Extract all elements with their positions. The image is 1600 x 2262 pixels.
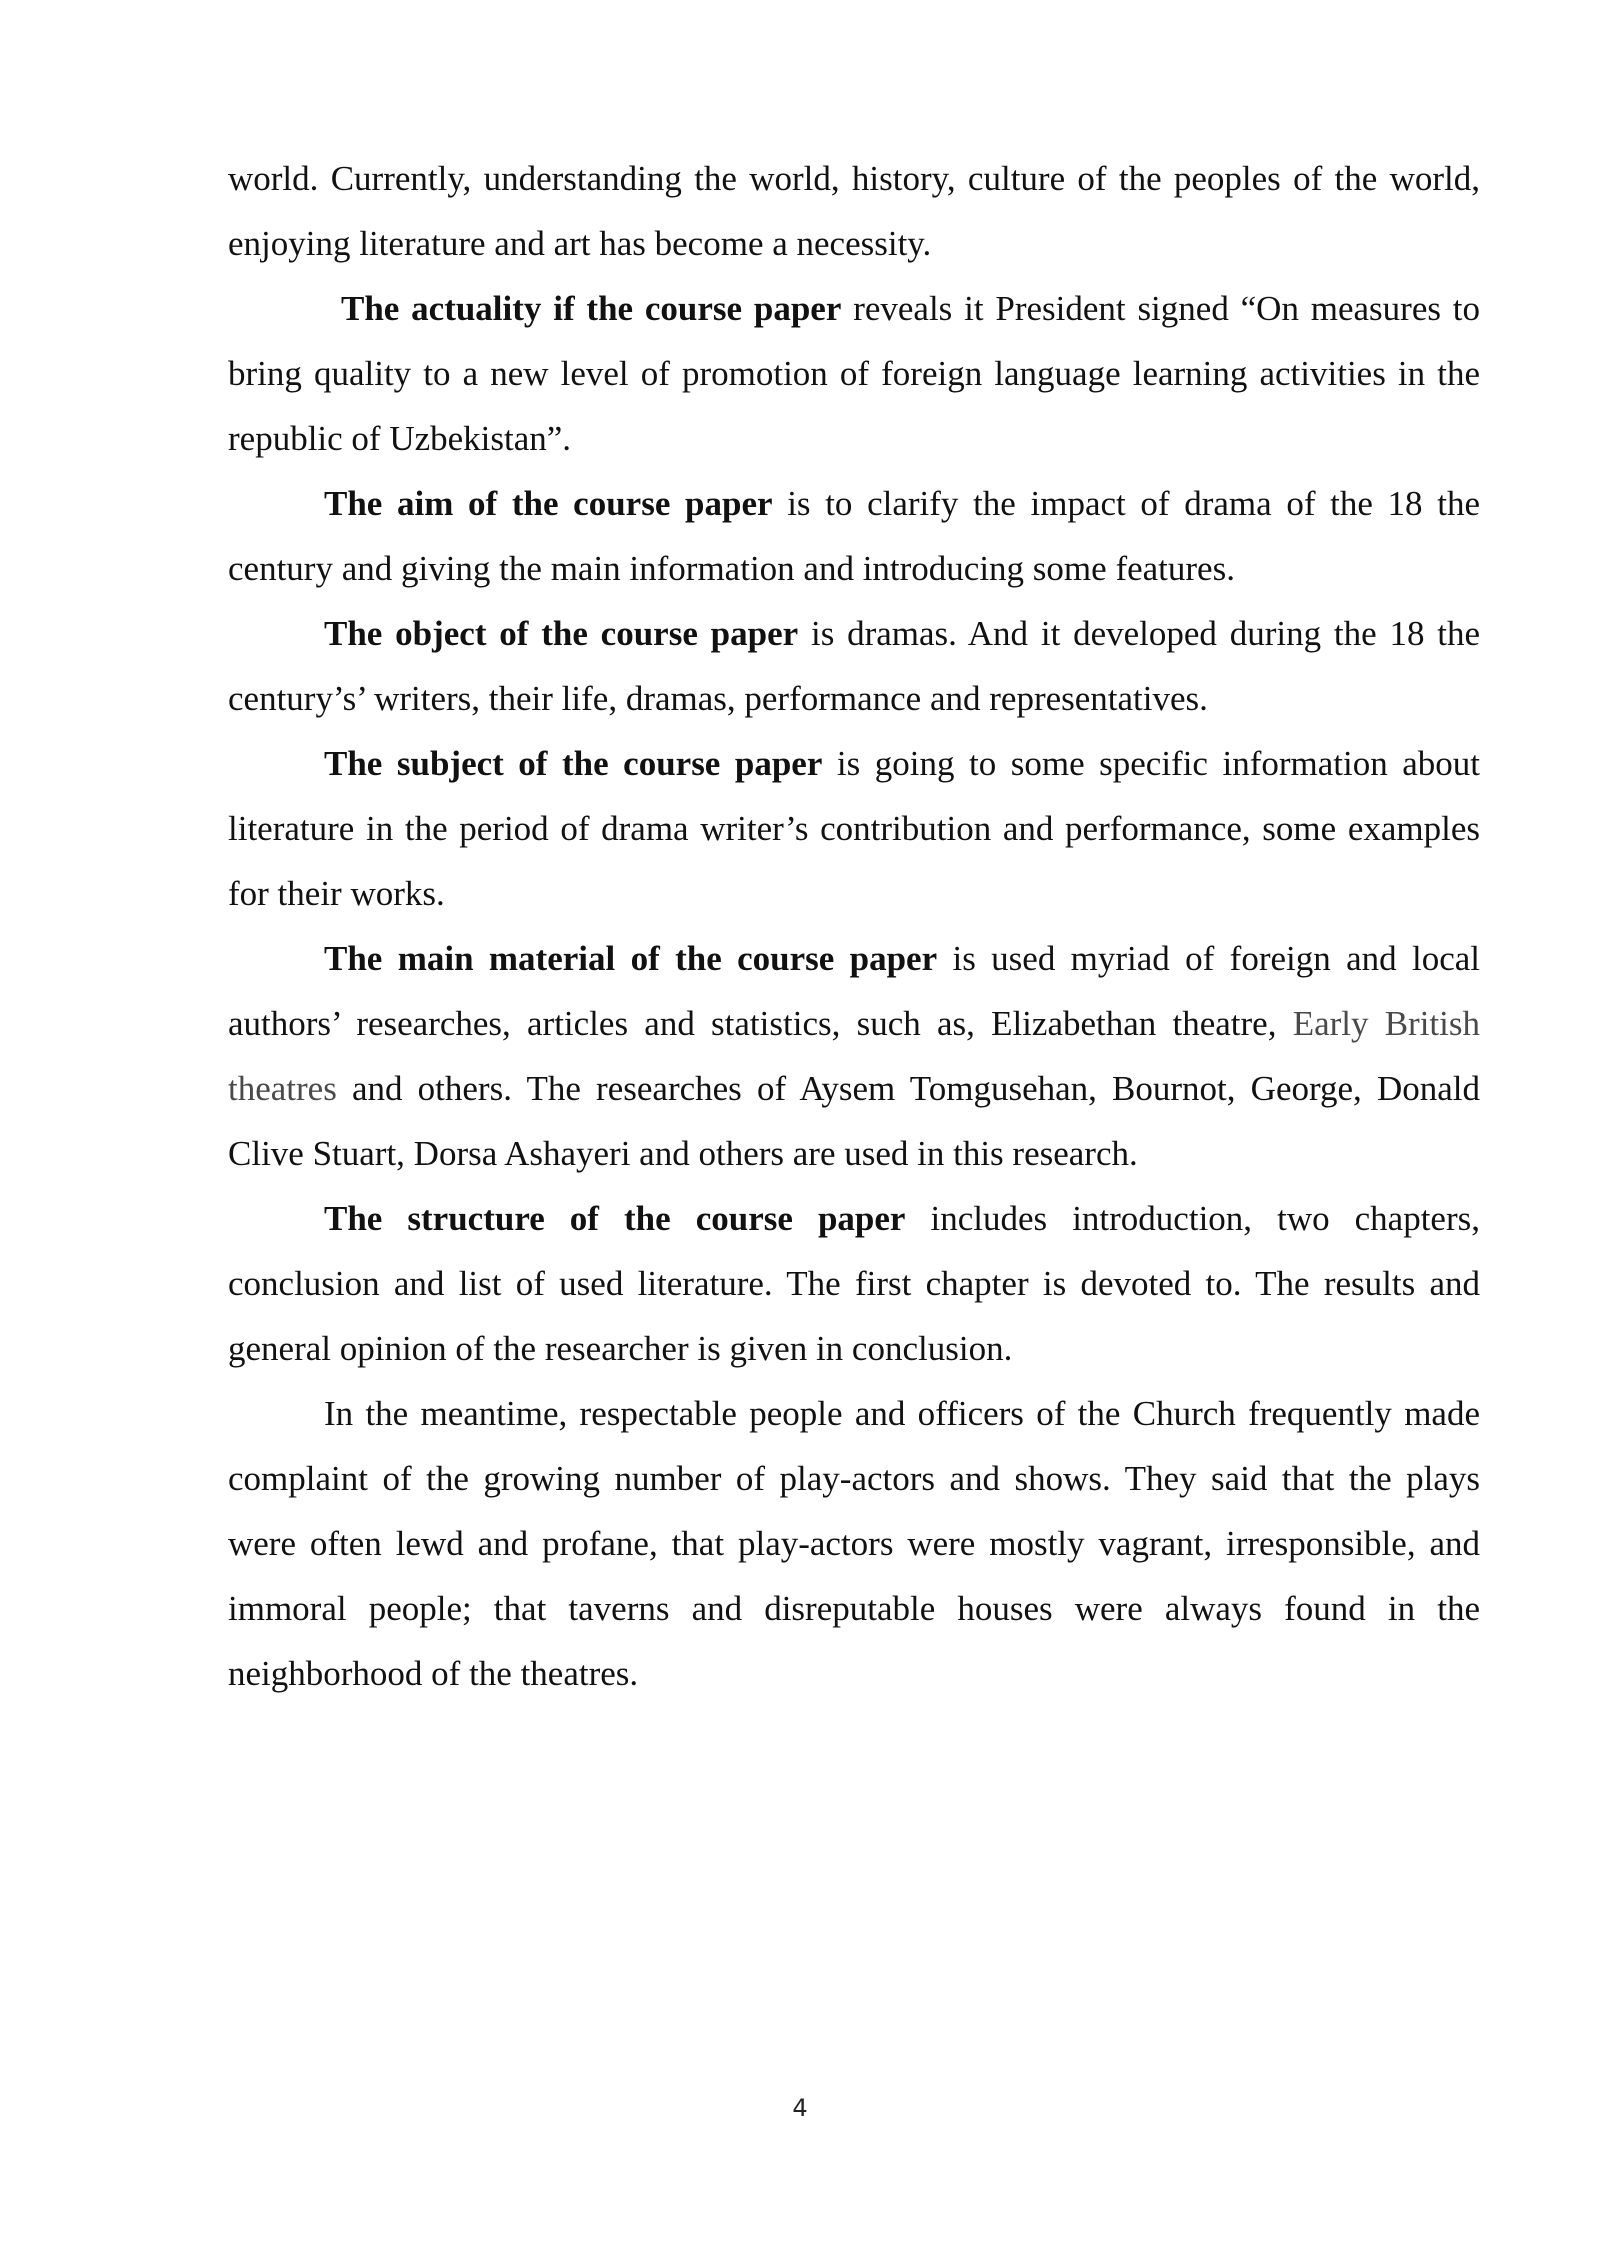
paragraph-lead-main-material: The main material of the course paper xyxy=(324,939,938,978)
paragraph-lead-object: The object of the course paper xyxy=(324,614,799,653)
paragraph-muted-reference: Early British theatres xyxy=(228,1004,1480,1108)
paragraph-subject xyxy=(228,731,1480,926)
paragraph-lead-actuality: The actuality if the course paper xyxy=(341,289,842,328)
paragraph-actuality xyxy=(228,276,1480,471)
paragraph-main-material xyxy=(228,926,1480,1186)
page-number: 4 xyxy=(792,2094,808,2122)
paragraph-text: includes introduction, two chapters, conclusion and list of used literature. The first chapter is devoted to. The results and general opinion of the researcher is given in conclusion. xyxy=(228,1199,1480,1368)
paragraph-text: In the meantime, respectable people and officers of the Church frequently made complaint of the growing number of play-actors and shows. They said that the plays were often lewd and profane, that play-actors were mostly vagrant, irresponsible, and immoral people; that taverns and disreputable houses were always found in the neighborhood of the theatres. xyxy=(228,1394,1480,1693)
paragraph-meantime xyxy=(228,1381,1480,1706)
paragraph-text: is to clarify the impact of drama of the 18 the century and giving the main information and introducing some features. xyxy=(228,484,1480,588)
paragraph-lead-structure: The structure of the course paper xyxy=(324,1199,906,1238)
paragraph-text: reveals it President signed “On measures to bring quality to a new level of promotion of foreign language learning activities in the republic of Uzbekistan”. xyxy=(228,289,1481,458)
paragraph-text: is used myriad of foreign and local authors’ researches, articles and statistics, such as, Elizabethan theatre, xyxy=(228,939,1480,1043)
paragraph-text: is going to some specific information about literature in the period of drama writer’s contribution and performance, some examples for their works. xyxy=(228,744,1480,913)
paragraph-structure xyxy=(228,1186,1480,1381)
paragraph-object xyxy=(228,601,1480,731)
paragraph-aim xyxy=(228,471,1480,601)
paragraph-text: world. Currently, understanding the world, history, culture of the peoples of the world, enjoying literature and art has become a necessity. xyxy=(228,159,1480,263)
paragraph-text: and others. The researches of Aysem Tomgusehan, Bournot, George, Donald Clive Stuart, Dorsa Ashayeri and others are used in this research. xyxy=(228,1069,1480,1173)
document-body xyxy=(228,146,1480,1706)
paragraph-text: is dramas. And it developed during the 18 the century’s’ writers, their life, dramas, performance and representatives. xyxy=(228,614,1480,718)
paragraph-lead-aim: The aim of the course paper xyxy=(324,484,773,523)
paragraph-intro-continuation xyxy=(228,146,1480,276)
paragraph-lead-subject: The subject of the course paper xyxy=(324,744,823,783)
